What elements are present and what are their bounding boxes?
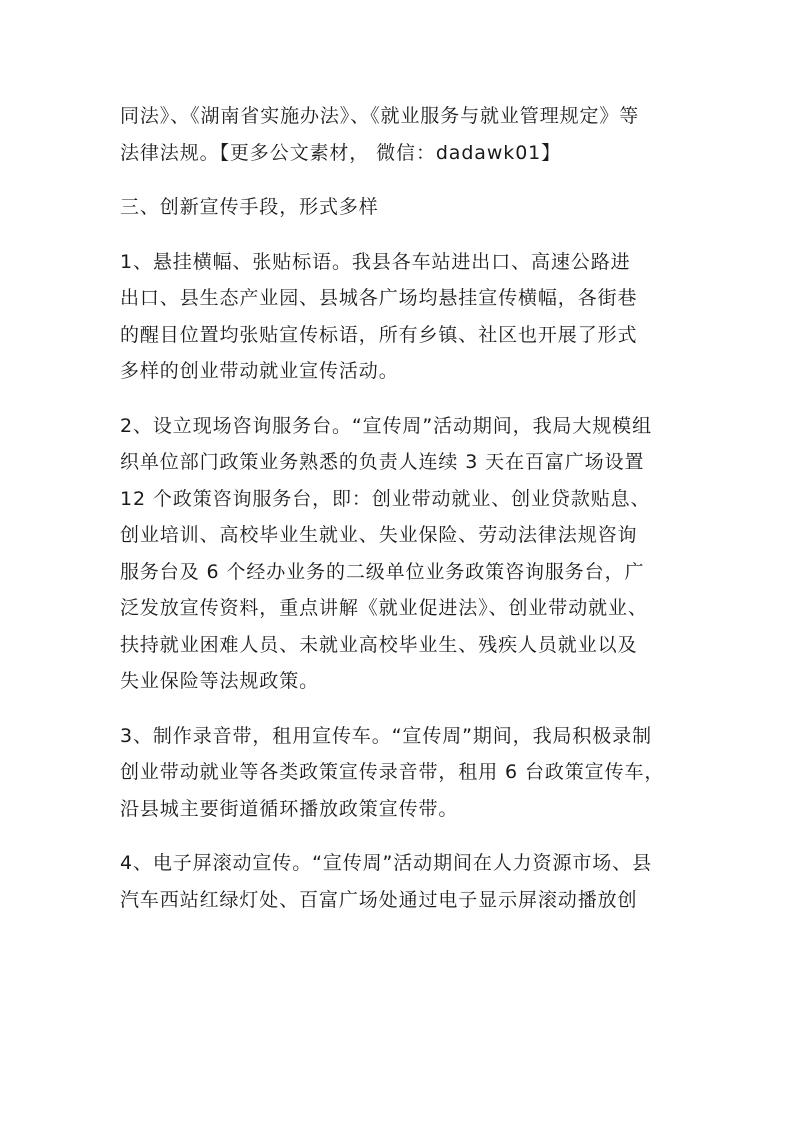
text-line: 失业保险等法规政策。 (120, 670, 320, 692)
paragraph-spacer (120, 700, 676, 718)
text-line: 3、制作录音带，租用宣传车。“宣传周”期间，我局积极录制 (120, 724, 652, 747)
text-line: 1、悬挂横幅、张贴标语。我县各车站进出口、高速公路进 (120, 250, 631, 273)
paragraph-spacer (120, 226, 676, 244)
document-body (120, 98, 676, 918)
text-line: 创业培训、高校毕业生就业、失业保险、劳动法律法规咨询 (120, 524, 638, 546)
paragraph-consulting-desks (120, 408, 676, 700)
text-line: 同法》、《湖南省实施办法》、《就业服务与就业管理规定》等 (120, 105, 640, 127)
paragraph-electronic-screens (120, 845, 676, 918)
paragraph-promo-vehicles (120, 718, 676, 828)
text-line: 扶持就业困难人员、未就业高校毕业生、残疾人员就业以及 (120, 633, 638, 656)
section-heading-text: 三、创新宣传手段，形式多样 (120, 196, 379, 218)
text-line: 服务台及 6 个经办业务的二级单位业务政策咨询服务台，广 (120, 560, 645, 583)
paragraph-banners (120, 244, 676, 390)
text-line: 织单位部门政策业务熟悉的负责人连续 3 天在百富广场设置 (120, 451, 645, 473)
section-heading (120, 189, 676, 226)
paragraph-spacer (120, 171, 676, 189)
text-line: 泛发放宣传资料，重点讲解《就业促进法》、创业带动就业、 (120, 597, 648, 619)
paragraph-spacer (120, 390, 676, 408)
text-line: 12 个政策咨询服务台，即：创业带动就业、创业贷款贴息、 (120, 487, 651, 510)
text-line: 4、电子屏滚动宣传。“宣传周”活动期间在人力资源市场、县 (120, 852, 652, 874)
paragraph-laws-continued (120, 98, 676, 171)
text-line: 出口、县生态产业园、县城各广场均悬挂宣传横幅，各街巷 (120, 287, 638, 309)
text-line: 沿县城主要街道循环播放政策宣传带。 (120, 797, 459, 820)
text-line: 2、设立现场咨询服务台。“宣传周”活动期间，我局大规模组 (120, 414, 652, 437)
text-line: 的醒目位置均张贴宣传标语，所有乡镇、社区也开展了形式 (120, 323, 638, 346)
text-line: 汽车西站红绿灯处、百富广场处通过电子显示屏滚动播放创 (120, 888, 638, 911)
text-line: 法律法规。【更多公文素材， 微信：dadawk01】 (120, 141, 562, 164)
text-line: 多样的创业带动就业宣传活动。 (120, 360, 399, 382)
paragraph-spacer (120, 827, 676, 845)
text-line: 创业带动就业等各类政策宣传录音带，租用 6 台政策宣传车， (120, 761, 665, 783)
